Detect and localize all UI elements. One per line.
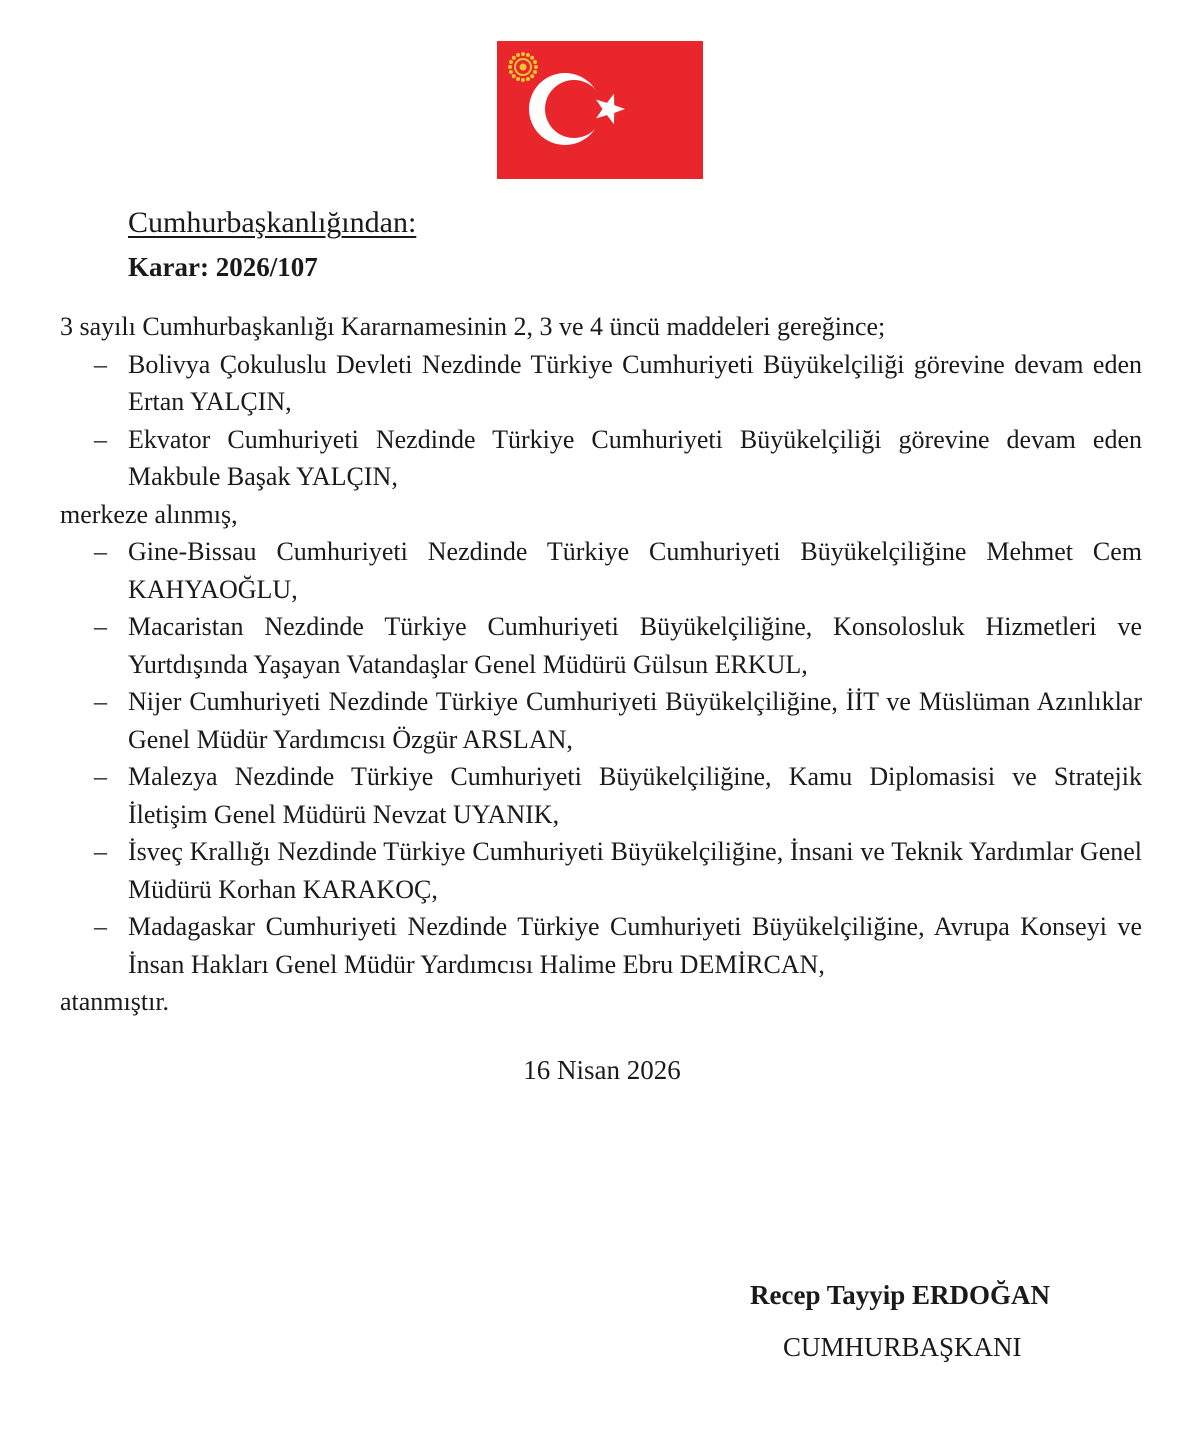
appointed-item-text: Madagaskar Cumhuriyeti Nezdinde Türkiye Cumhuriyeti Büyükelçiliğine, Avrupa Konseyi ve İnsan Hakları Genel Müdür Yardımcısı Halime Ebru DEMİRCAN, [128,912,1142,979]
seal-star [526,53,530,57]
appointed-item [60,833,1142,908]
recalled-item [60,421,1142,496]
appointed-item-text: Malezya Nezdinde Türkiye Cumhuriyeti Büyükelçiliğine, Kamu Diplomasisi ve Stratejik İletişim Genel Müdürü Nevzat UYANIK, [128,762,1142,829]
seal-star [512,74,516,78]
recalled-item-text: Bolivya Çokuluslu Devleti Nezdinde Türkiye Cumhuriyeti Büyükelçiliği görevine devam eden Ertan YALÇIN, [128,349,1142,416]
seal-star [533,60,537,64]
appointed-closing: atanmıştır. [60,987,170,1016]
seal-core [520,64,527,71]
appointed-item [60,908,1142,983]
seal-star [516,53,520,57]
appointed-item-text: Nijer Cumhuriyeti Nezdinde Türkiye Cumhuriyeti Büyükelçiliğine, İİT ve Müslüman Azınlıklar Genel Müdür Yardımcısı Özgür ARSLAN, [128,687,1142,754]
recalled-closing: merkeze alınmış, [60,499,238,529]
signatory-name: Recep Tayyip ERDOĞAN [750,1280,1051,1310]
intro-paragraph: 3 sayılı Cumhurbaşkanlığı Kararnamesinin 2, 3 ve 4 üncü maddeleri gereğince; [60,312,886,341]
list-dash: – [94,837,107,866]
appointed-item-text: Gine-Bissau Cumhuriyeti Nezdinde Türkiye Cumhuriyeti Büyükelçiliğine Mehmet Cem KAHYAOĞLU, [128,537,1142,604]
list-dash: – [94,687,107,716]
seal-star [509,70,513,74]
signatory-title: CUMHURBAŞKANI [783,1332,1022,1362]
crescent-inner [545,80,603,138]
list-dash: – [94,537,107,566]
appointed-list [60,533,1142,983]
list-dash: – [94,612,107,641]
seal-star [516,77,520,81]
decision-date: 16 Nisan 2026 [523,1055,681,1085]
seal-star [533,70,537,74]
seal-star [534,65,538,69]
turkish-flag-icon [497,41,703,179]
seal-star [521,52,525,56]
list-dash: – [94,349,107,379]
list-dash: – [94,424,107,454]
seal-star [530,56,534,60]
list-dash: – [94,912,107,941]
decision-number: Karar: 2026/107 [128,252,318,282]
recalled-item [60,346,1142,421]
appointed-item [60,758,1142,833]
recalled-item-text: Ekvator Cumhuriyeti Nezdinde Türkiye Cumhuriyeti Büyükelçiliği görevine devam eden Makbule Başak YALÇIN, [128,424,1142,491]
appointed-item [60,533,1142,608]
appointed-item-text: İsveç Krallığı Nezdinde Türkiye Cumhuriyeti Büyükelçiliğine, İnsani ve Teknik Yardımlar Genel Müdürü Korhan KARAKOÇ, [128,837,1142,904]
decision-body [60,308,1142,1021]
seal-star [512,56,516,60]
seal-star [509,60,513,64]
appointed-item [60,608,1142,683]
appointed-item [60,683,1142,758]
seal-star [521,78,525,82]
appointed-item-text: Macaristan Nezdinde Türkiye Cumhuriyeti Büyükelçiliğine, Konsolosluk Hizmetleri ve Yurtdışında Yaşayan Vatandaşlar Genel Müdürü Gülsun ERKUL, [128,612,1142,679]
seal-star [530,74,534,78]
seal-star [508,65,512,69]
issuer-heading: Cumhurbaşkanlığından: [128,206,417,239]
list-dash: – [94,762,107,791]
seal-star [526,77,530,81]
recalled-list [60,346,1142,496]
